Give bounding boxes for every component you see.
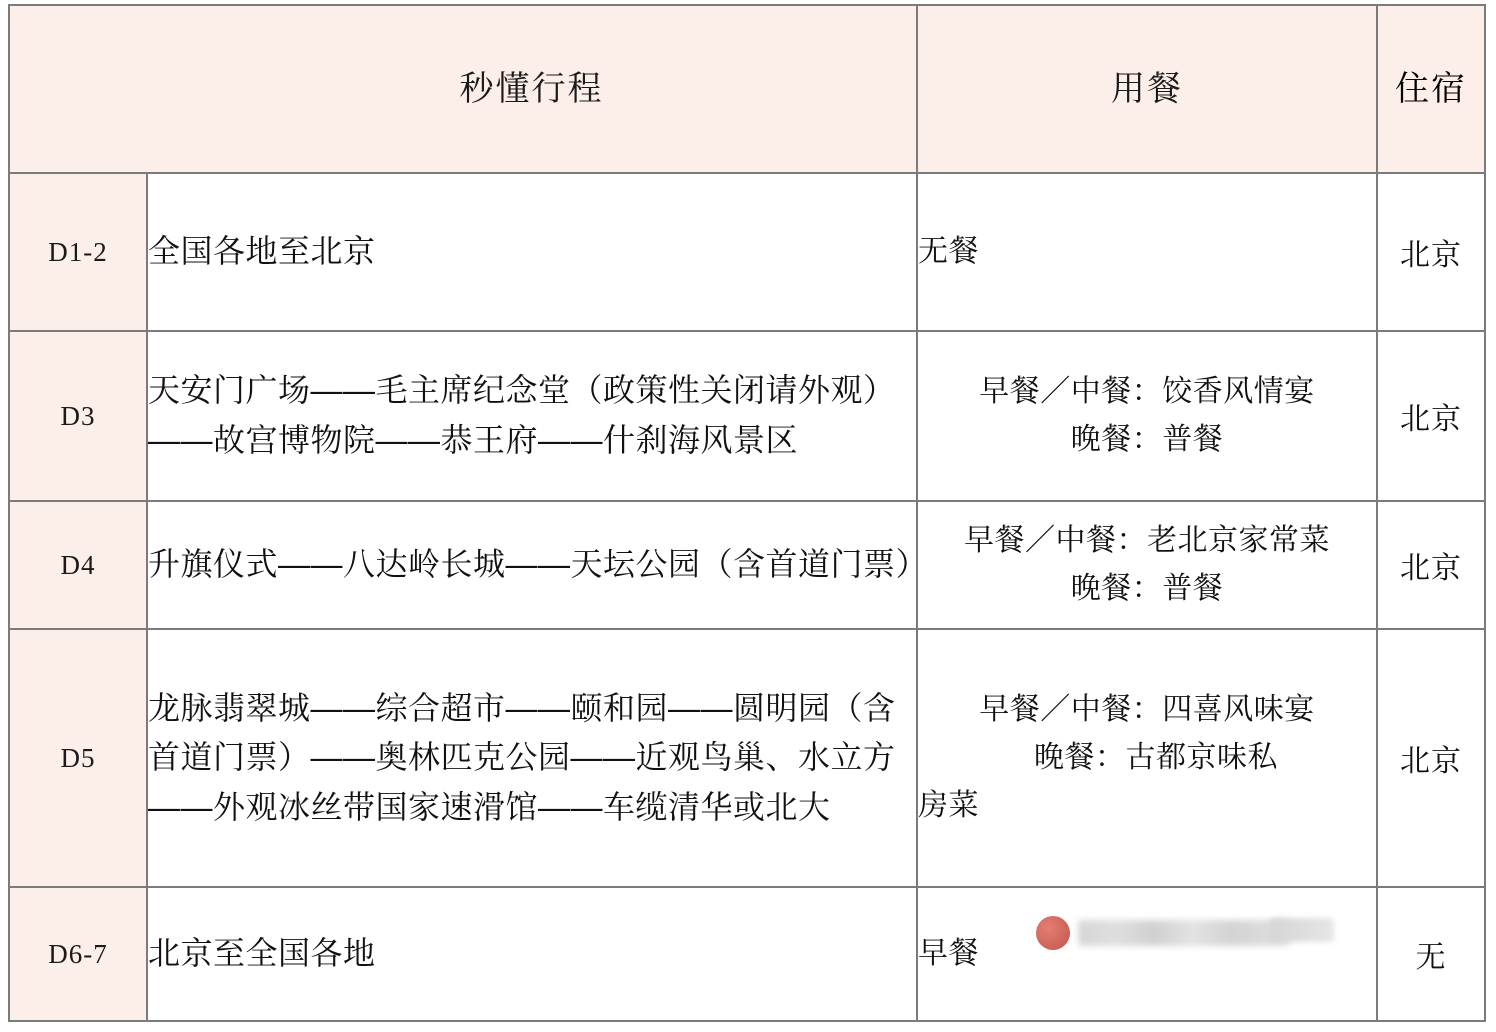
- table-row: [9, 887, 1485, 1021]
- meal-line: 房菜: [918, 789, 979, 822]
- day-label: D4: [9, 501, 147, 629]
- table-header-row: [9, 5, 1485, 173]
- meal-text: [917, 331, 1377, 501]
- route-text: 天安门广场——毛主席纪念堂（政策性关闭请外观）——故宫博物院——恭王府——什刹海风景区: [147, 331, 917, 501]
- table-row: [9, 173, 1485, 331]
- hotel-text: 北京: [1377, 501, 1485, 629]
- hotel-text: 北京: [1377, 629, 1485, 887]
- hotel-text: 北京: [1377, 173, 1485, 331]
- day-label: D6-7: [9, 887, 147, 1021]
- itinerary-document: [0, 4, 1496, 1032]
- header-route: 秒懂行程: [147, 5, 917, 173]
- table-row: [9, 501, 1485, 629]
- day-label: D5: [9, 629, 147, 887]
- table-row: [9, 629, 1485, 887]
- meal-text: [917, 887, 1377, 1021]
- day-label: D3: [9, 331, 147, 501]
- route-text: 龙脉翡翠城——综合超市——颐和园——圆明园（含首道门票）——奥林匹克公园——近观鸟巢、水立方——外观冰丝带国家速滑馆——车缆清华或北大: [147, 629, 917, 887]
- meal-line: 晚餐：普餐: [1070, 572, 1224, 605]
- header-meal: 用餐: [917, 5, 1377, 173]
- meal-text: [917, 629, 1377, 887]
- route-text: 全国各地至北京: [147, 173, 917, 331]
- header-hotel: 住宿: [1377, 5, 1485, 173]
- meal-line: 早餐／中餐：饺香风情宴: [979, 375, 1315, 408]
- watermark-text-blurred-tail: [1270, 918, 1334, 942]
- header-day-blank: [9, 5, 147, 173]
- meal-text: [917, 501, 1377, 629]
- itinerary-table: [8, 4, 1486, 1022]
- meal-line: 晚餐：普餐: [1070, 423, 1224, 456]
- meal-line: 晚餐：古都京味私: [1034, 741, 1278, 774]
- meal-line: 无餐: [918, 235, 979, 268]
- route-text: 北京至全国各地: [147, 887, 917, 1021]
- route-text: 升旗仪式——八达岭长城——天坛公园（含首道门票）: [147, 501, 917, 629]
- meal-text: [917, 173, 1377, 331]
- meal-line: 早餐／中餐：四喜风味宴: [979, 693, 1315, 726]
- meal-line: 早餐: [918, 937, 979, 970]
- day-label: D1-2: [9, 173, 147, 331]
- hotel-text: 无: [1377, 887, 1485, 1021]
- table-row: [9, 331, 1485, 501]
- hotel-text: 北京: [1377, 331, 1485, 501]
- meal-line: 早餐／中餐：老北京家常菜: [964, 524, 1330, 557]
